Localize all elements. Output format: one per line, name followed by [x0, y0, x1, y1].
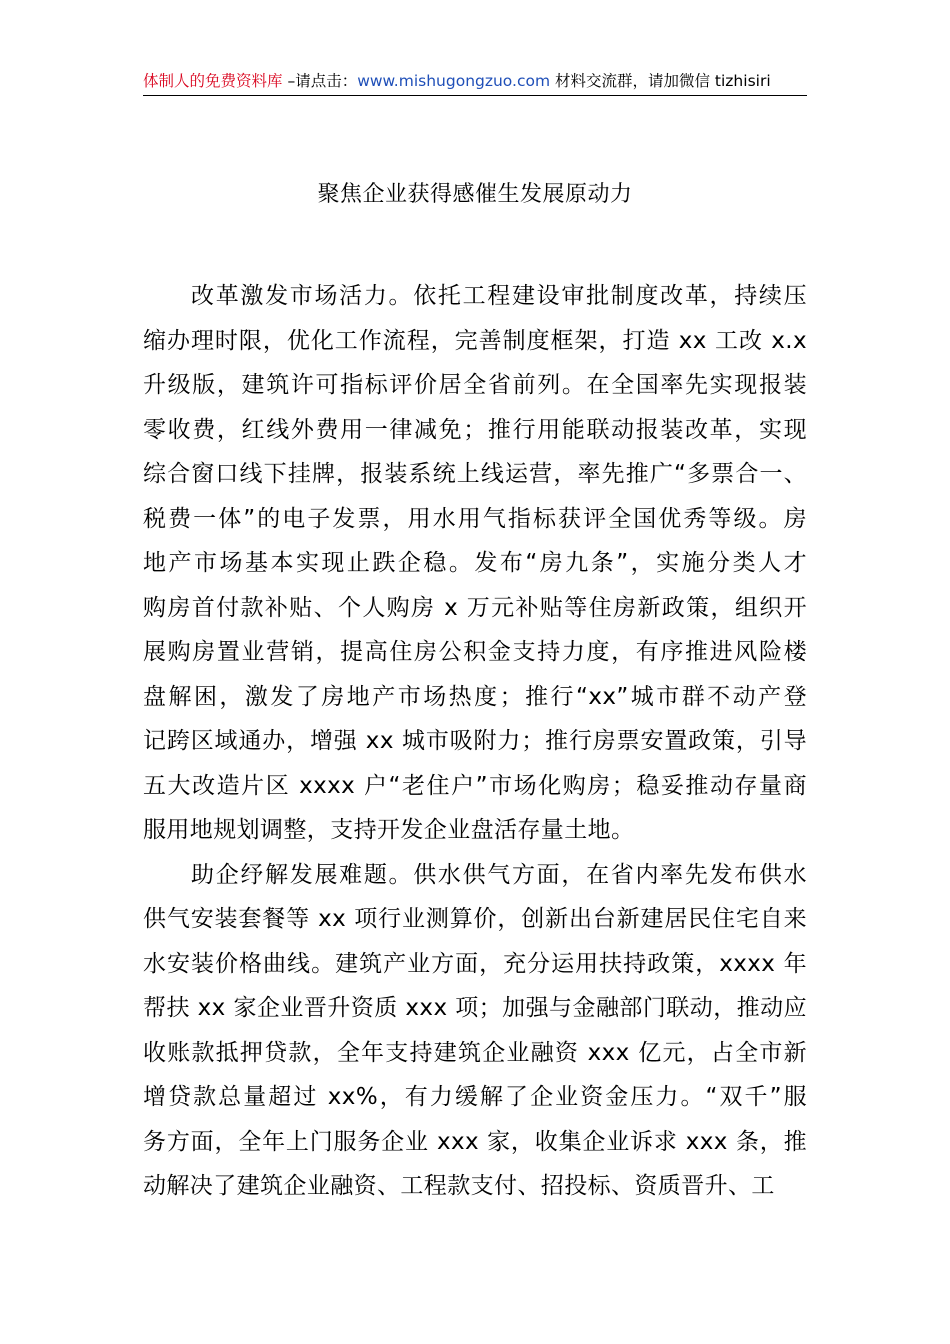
paragraph-line: 税费一体”的电子发票，用水用气指标获评全国优秀等级。房 [143, 505, 807, 532]
paragraph-line: 盘解困，激发了房地产市场热度；推行“xx”城市群不动产登 [143, 683, 807, 710]
paragraph-line: 综合窗口线下挂牌，报装系统上线运营，率先推广“多票合一、 [143, 461, 807, 487]
paragraph-line: 零收费，红线外费用一律减免；推行用能联动报装改革，实现 [143, 416, 807, 443]
paragraph-line: 供气安装套餐等 xx 项行业测算价，创新出台新建居民住宅自来 [143, 906, 807, 932]
body-paragraph [143, 274, 807, 853]
paragraph-line: 升级版，建筑许可指标评价居全省前列。在全国率先实现报装 [143, 372, 807, 398]
paragraph-line: 务方面，全年上门服务企业 xxx 家，收集企业诉求 xxx 条，推 [143, 1128, 807, 1155]
paragraph-line: 服用地规划调整，支持开发企业盘活存量土地。 [143, 817, 635, 843]
page-header [143, 68, 807, 94]
document-title: 聚焦企业获得感催生发展原动力 [317, 182, 633, 207]
paragraph-line: 收账款抵押贷款，全年支持建筑企业融资 xxx 亿元，占全市新 [143, 1039, 807, 1066]
paragraph-line: 助企纾解发展难题。供水供气方面，在省内率先发布供水 [191, 861, 807, 888]
header-url-link[interactable]: www.mishugongzuo.com [357, 72, 551, 90]
paragraph-line: 动解决了建筑企业融资、工程款支付、招投标、资质晋升、工 [143, 1173, 775, 1199]
paragraph-line: 地产市场基本实现止跌企稳。发布“房九条”，实施分类人才 [143, 550, 807, 576]
header-site-name: 体制人的免费资料库 [143, 72, 283, 90]
paragraph-line: 展购房置业营销，提高住房公积金支持力度，有序推进风险楼 [143, 639, 807, 665]
paragraph-line: 记跨区域通办，增强 xx 城市吸附力；推行房票安置政策，引导 [143, 728, 807, 754]
paragraph-line: 改革激发市场活力。依托工程建设审批制度改革，持续压 [191, 283, 807, 309]
paragraph-line: 帮扶 xx 家企业晋升资质 xxx 项；加强与金融部门联动，推动应 [143, 995, 807, 1021]
header-contact-note: 材料交流群，请加微信 tizhisiri [550, 72, 771, 90]
paragraph-line: 购房首付款补贴、个人购房 x 万元补贴等住房新政策，组织开 [143, 594, 807, 621]
paragraph-line: 增贷款总量超过 xx%，有力缓解了企业资金压力。“双千”服 [143, 1084, 807, 1110]
paragraph-line: 水安装价格曲线。建筑产业方面，充分运用扶持政策，xxxx 年 [143, 950, 807, 977]
body-paragraph [143, 853, 807, 1209]
paragraph-line: 五大改造片区 xxxx 户“老住户”市场化购房；稳妥推动存量商 [143, 772, 807, 799]
paragraph-line: 缩办理时限，优化工作流程，完善制度框架，打造 xx 工改 x.x [143, 327, 807, 354]
header-prompt: –请点击： [282, 72, 358, 90]
document-body [143, 274, 807, 1209]
header-divider [143, 95, 807, 96]
